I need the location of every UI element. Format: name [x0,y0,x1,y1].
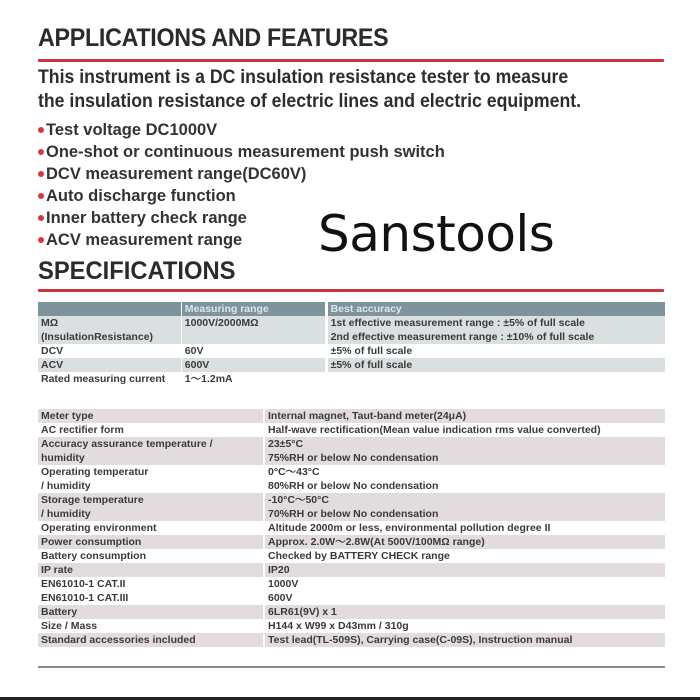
header-cell: Best accuracy [328,302,665,316]
feature-item: Inner battery check range [38,207,445,229]
bullet-icon [38,215,44,221]
table-row: EN61010-1 CAT.II 1000V [41,578,299,590]
table-row: EN61010-1 CAT.III 600V [41,592,293,604]
table-row: / humidity 80%RH or below No condensation [41,480,439,492]
applications-title: APPLICATIONS AND FEATURES [38,24,389,52]
table-row: Size / Mass H144 x W99 x D43mm / 310g [41,620,409,632]
feature-item: Test voltage DC1000V [38,119,445,141]
table-row: Meter type Internal magnet, Taut-band meter(24μA) [38,409,665,423]
watermark-text: Sanstools [318,205,555,263]
title-underline [38,59,664,62]
feature-item: DCV measurement range(DC60V) [38,163,445,185]
specifications-title: SPECIFICATIONS [38,257,236,285]
bullet-icon [38,193,44,199]
table-row: (InsulationResistance) 2nd effective measurement range : ±10% of full scale [38,330,665,344]
table-header-row [38,302,665,316]
table-row: humidity 75%RH or below No condensation [38,451,665,465]
table-row: AC rectifier form Half-wave rectification(Mean value indication rms value converted) [41,424,601,436]
table-row: / humidity 70%RH or below No condensation [38,507,665,521]
table-row: Rated measuring current 1～1.2mA [41,373,233,385]
table-row: Power consumption Approx. 2.0W～2.8W(At 500V/100MΩ range) [38,535,665,549]
header-cell: Measuring range [182,302,325,316]
table-row: Standard accessories included Test lead(TL-509S), Carrying case(C-09S), Instruction manual [38,633,665,647]
bullet-icon [38,127,44,133]
main-spec-table [38,302,665,386]
bullet-icon [38,171,44,177]
table-row: DCV 60V ±5% of full scale [41,345,413,357]
bullet-icon [38,237,44,243]
table-row: IP rate IP20 [38,563,665,577]
bullet-icon [38,149,44,155]
header-cell [38,302,181,316]
feature-item: One-shot or continuous measurement push switch [38,141,445,163]
intro-line-2: the insulation resistance of electric lines and electric equipment. [38,91,582,112]
spec-underline [38,289,664,292]
table-row: Accuracy assurance temperature / 23±5°C [38,437,665,451]
table-row: Storage temperature -10°C～50°C [38,493,665,507]
table-row: Battery consumption Checked by BATTERY CHECK range [41,550,450,562]
table-row: Battery 6LR61(9V) x 1 [38,605,665,619]
bottom-divider [38,666,665,668]
intro-text [38,66,643,114]
feature-item: ACV measurement range [38,229,445,251]
detail-spec-table [38,409,665,647]
table-row: MΩ 1000V/2000MΩ 1st effective measurement range : ±5% of full scale [38,316,665,330]
table-row: Operating temperatur 0°C～43°C [41,466,320,478]
intro-line-1: This instrument is a DC insulation resistance tester to measure [38,67,569,88]
feature-item: Auto discharge function [38,185,445,207]
table-row: Operating environment Altitude 2000m or less, environmental pollution degree II [41,522,551,534]
table-row: ACV 600V ±5% of full scale [38,358,665,372]
